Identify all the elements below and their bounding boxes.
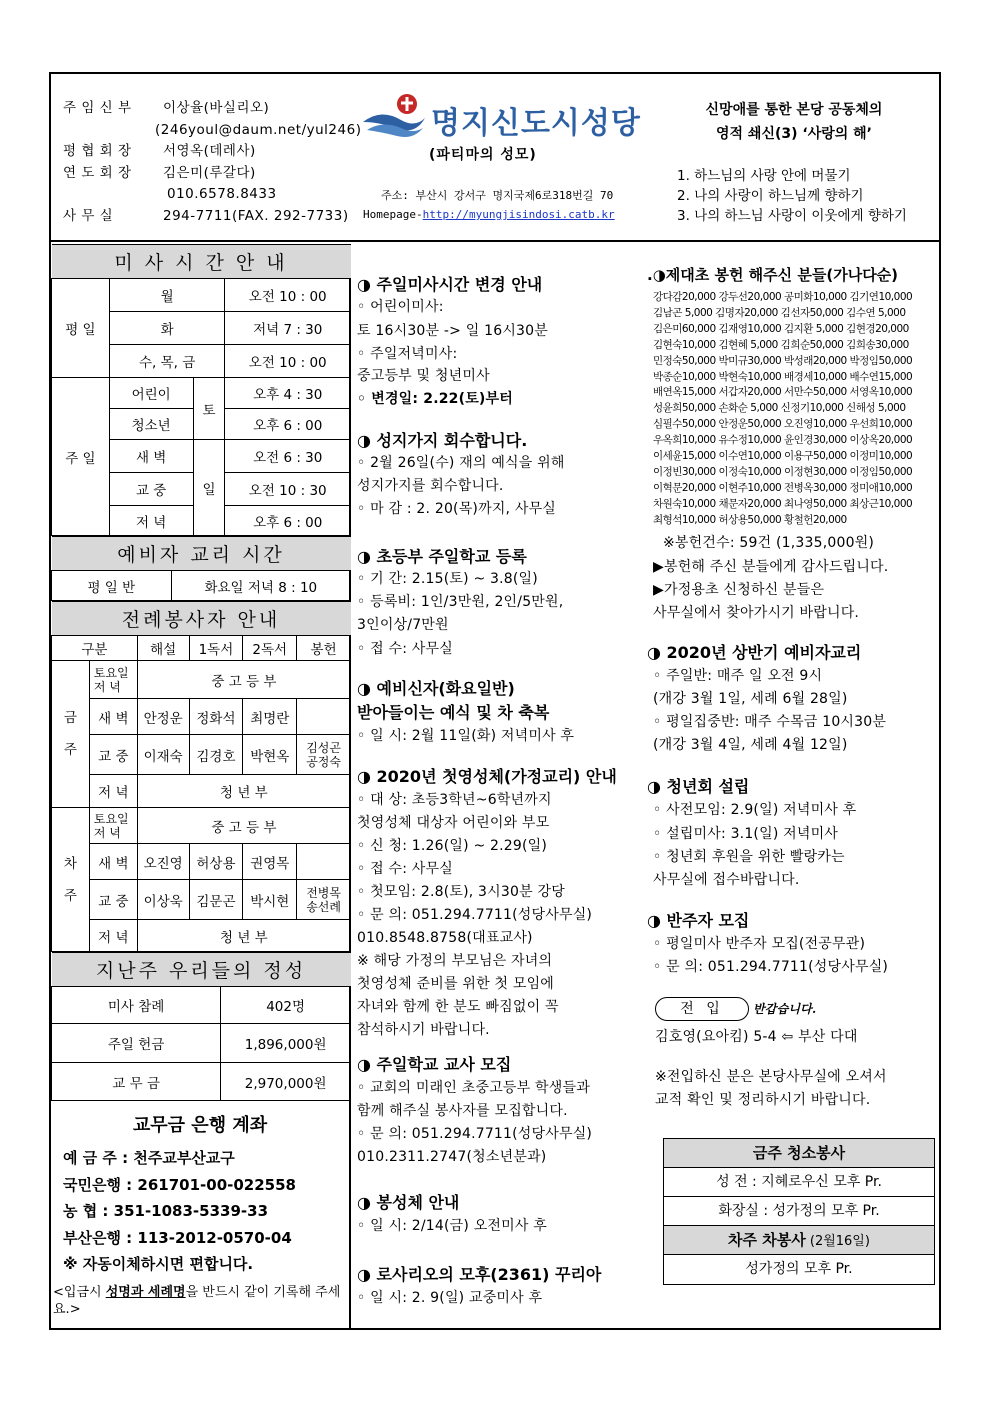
server-cell: 김문곤 <box>189 880 243 920</box>
sun-label: 일 <box>193 440 225 536</box>
welcome-note: 교적 확인 및 정리하시기 바랍니다. <box>655 1092 871 1108</box>
catechumen-title: 예비자 교리 시간 <box>52 537 351 571</box>
theme-item: 2. 나의 사랑이 하느님께 향하기 <box>677 188 864 204</box>
server-cell: 최명란 <box>243 699 297 735</box>
notice-line: ◦ 기 간: 2.15(토) ~ 3.8(일) <box>357 571 538 587</box>
donor-line: 배연옥15,000 서갑자20,000 서만수50,000 서영옥10,000 <box>653 386 913 399</box>
notice-line: 사무실에 접수바랍니다. <box>653 872 800 888</box>
left-column <box>51 244 351 1330</box>
notice-line: ◦ 접 수: 사무실 <box>357 861 453 877</box>
bank-note <box>53 1284 349 1318</box>
donor-line: 민정숙50,000 박미규30,000 박성래20,000 박정임50,000 <box>653 354 913 367</box>
bank-row: 국민은행 : 261701-00-022558 <box>63 1175 296 1194</box>
notice-line: ◦ 문 의: 051.294.7711(성당사무실) <box>653 959 889 975</box>
homepage-link[interactable]: http://myungjisindosi.catb.kr <box>422 208 615 221</box>
theme-list <box>653 166 935 226</box>
notice-line: 참석하시기 바랍니다. <box>357 1022 490 1038</box>
homepage-label: Homepage- <box>363 208 423 221</box>
sunday-label: 주 일 <box>52 378 110 536</box>
donor-line: 차원숙10,000 채문자20,000 최나영50,000 최상근10,000 <box>653 497 913 510</box>
server-group: 중 고 등 부 <box>137 808 350 844</box>
notice-line: 성지가지를 회수합니다. <box>357 478 504 494</box>
saturday-label: 토 <box>193 378 225 440</box>
offering-value: 2,970,000원 <box>221 1063 351 1101</box>
server-cell: 이재숙 <box>137 735 189 775</box>
welcome-note: ※전입하신 분은 본당사무실에 오셔서 <box>655 1069 887 1085</box>
offering-label: 교 무 금 <box>52 1063 221 1101</box>
notice-line: ◦ 일 시: 2월 11일(화) 저녁미사 후 <box>357 728 575 744</box>
notice-line: ◦ 대 상: 초등3학년~6학년까지 <box>357 792 552 808</box>
donor-line: 최형석10,000 허상용50,000 황철헌20,000 <box>653 513 847 526</box>
server-row-name: 저 녁 <box>89 920 137 952</box>
notice-line: ◦ 등록비: 1인/3만원, 2인/5만원, <box>357 594 564 610</box>
mass-time: 오후 6 : 00 <box>225 409 351 440</box>
theme-title: 신망애를 통한 본당 공동체의 <box>705 102 883 118</box>
notice-line: 첫영성체 준비를 위한 첫 모임에 <box>357 976 555 992</box>
column-header: 해설 <box>137 636 189 661</box>
donor-line: 이세윤15,000 이수연10,000 이용구50,000 이정미10,000 <box>653 450 913 463</box>
notice-line: 첫영성체 대상자 어린이와 부모 <box>357 815 550 831</box>
staff-label: 연 도 회 장 <box>63 164 132 181</box>
bank-row: ※ 자동이체하시면 편합니다. <box>63 1255 254 1273</box>
notice-title: ◑ 초등부 주일학교 등록 <box>357 547 527 566</box>
notice-line: ◦ 일 시: 2/14(금) 오전미사 후 <box>357 1218 547 1234</box>
donation-pickup: ▶가정용초 신청하신 분들은 <box>653 582 825 598</box>
weekday-label: 평 일 <box>52 279 110 378</box>
servers-table <box>51 601 351 952</box>
notice-line: ※ 해당 가정의 부모님은 자녀의 <box>357 953 553 969</box>
notice-line: ◦ 설립미사: 3.1(일) 저녁미사 <box>653 826 839 842</box>
donation-pickup: 사무실에서 찾아가시기 바랍니다. <box>653 605 860 621</box>
staff-value: 김은미(루갈다) <box>163 164 256 181</box>
middle-column <box>353 244 643 1330</box>
donor-line: 성윤희50,000 손화순 5,000 신정기10,000 신해성 5,000 <box>653 402 906 415</box>
notice-line: ◦ 주일반: 매주 일 오전 9시 <box>653 668 823 684</box>
server-group: 중 고 등 부 <box>137 661 350 699</box>
server-row-name: 저 녁 <box>89 775 137 808</box>
notice-title: ◑ 청년회 설립 <box>647 777 750 796</box>
staff-label: 사 무 실 <box>63 207 114 224</box>
server-row-name: 새 벽 <box>89 844 137 880</box>
donor-list <box>653 290 912 529</box>
church-address: 주소: 부산시 강서구 명지국제6로318번길 70 <box>381 189 614 202</box>
server-cell <box>297 844 351 880</box>
notice-line: ◦ 평일집중반: 매주 수목금 10시30분 <box>653 714 887 730</box>
mass-time: 오후 6 : 00 <box>225 506 351 536</box>
column-header: 봉헌 <box>297 636 351 661</box>
theme-item: 1. 하느님의 사랑 안에 머물기 <box>677 168 851 184</box>
church-emblem-icon <box>361 92 427 140</box>
server-cell: 김경호 <box>189 735 243 775</box>
this-week-label: 금 주 <box>52 661 90 808</box>
donor-line: 우옥희10,000 유수정10,000 윤인경30,000 이상옥20,000 <box>653 434 913 447</box>
patron-saint: (파티마의 성모) <box>429 147 537 163</box>
mass-name: 교 중 <box>109 473 193 506</box>
next-week-label: 차 주 <box>52 808 90 952</box>
next-cleaning-label: 차주 차봉사 <box>728 1231 806 1249</box>
mass-time: 오전 10 : 30 <box>225 473 351 506</box>
bank-row: 부산은행 : 113-2012-0570-04 <box>63 1228 292 1247</box>
donor-line: 김남곤 5,000 김명자20,000 김선자50,000 김수연 5,000 <box>653 306 906 319</box>
notice-line: ◦ 평일미사 반주자 모집(전공무관) <box>653 936 866 952</box>
notice-line: 010.2311.2747(청소년분과) <box>357 1149 547 1165</box>
notice-line: (개강 3월 1일, 세례 6월 28일) <box>653 691 848 707</box>
notice-line: ◦ 첫모임: 2.8(토), 3시30분 강당 <box>357 884 565 900</box>
notice-line: ◦ 청년회 후원을 위한 빨랑카는 <box>653 849 845 865</box>
notice-title: ◑ 반주자 모집 <box>647 911 750 930</box>
notice-title: ◑ 예비신자(화요일반) <box>357 679 515 698</box>
donation-thanks: ▶봉헌해 주신 분들에게 감사드립니다. <box>653 559 889 575</box>
staff-value: 294-7711(FAX. 292-7733) <box>163 207 349 224</box>
column-header: 구분 <box>52 636 138 661</box>
donor-line: 김은미60,000 김재영10,000 김지환 5,000 김현경20,000 <box>653 322 909 335</box>
cleaning-title: 금주 청소봉사 <box>664 1139 934 1168</box>
bank-row: 예 금 주 : 천주교부산교구 <box>63 1149 235 1167</box>
catechumen-table <box>51 536 351 601</box>
notice-line: ◦ 문 의: 051.294.7711(성당사무실) <box>357 1126 593 1142</box>
notice-line: ◦ 사전모임: 2.9(일) 저녁미사 후 <box>653 802 857 818</box>
staff-email: (246youl@daum.net/yul246) <box>155 121 362 138</box>
server-cell: 전병목 송선례 <box>297 880 351 920</box>
cleaning-row: 성 전 : 지혜로우신 모후 Pr. <box>664 1168 934 1197</box>
mass-day: 월 <box>109 279 225 312</box>
notice-title: ◑ 봉성체 안내 <box>357 1193 460 1212</box>
bank-note-emphasis: 성명과 세례명 <box>105 1284 186 1300</box>
mass-name: 저 녁 <box>109 506 193 536</box>
theme-item: 3. 나의 하느님 사랑이 이웃에게 향하기 <box>677 208 907 224</box>
offering-value: 1,896,000원 <box>221 1024 351 1063</box>
next-cleaning-row: 성가정의 모후 Pr. <box>745 1261 853 1277</box>
notice-line: ◦ 교회의 미래인 초중고등부 학생들과 <box>357 1080 590 1096</box>
staff-label: 평 협 회 장 <box>63 143 132 159</box>
notice-line: ◦ 신 청: 1.26(일) ~ 2.29(일) <box>357 838 548 854</box>
bank-note-suffix: 을 반드시 같이 기록해 주세요.> <box>53 1284 341 1317</box>
mass-name: 어린이 <box>109 378 193 409</box>
server-cell: 정화석 <box>189 699 243 735</box>
server-cell: 안정운 <box>137 699 189 735</box>
bank-account-box <box>51 1101 349 1318</box>
server-cell: 오진영 <box>137 844 189 880</box>
server-group: 청 년 부 <box>137 775 350 808</box>
donations-title: .◑제대초 봉헌 해주신 분들(가나다순) <box>647 266 899 284</box>
next-cleaning-date: (2월16일) <box>805 1234 870 1249</box>
church-logo <box>361 92 646 142</box>
server-cell: 박시현 <box>243 880 297 920</box>
notice-line: ◦ 마 감 : 2. 20(목)까지, 사무실 <box>357 501 557 517</box>
notice-line: 중고등부 및 청년미사 <box>357 368 490 384</box>
staff-value: 서영옥(데레사) <box>163 143 256 159</box>
server-cell: 권영목 <box>243 844 297 880</box>
server-cell <box>297 699 351 735</box>
notice-line: ◦ 문 의: 051.294.7711(성당사무실) <box>357 907 593 923</box>
staff-label: 주 임 신 부 <box>63 100 132 116</box>
server-cell: 박현옥 <box>243 735 297 775</box>
donor-line: 김현숙10,000 김현혜 5,000 김희순50,000 김희송30,000 <box>653 338 909 351</box>
notice-line: ◦ 2월 26일(수) 재의 예식을 위해 <box>357 455 565 471</box>
mass-time: 저녁 7 : 30 <box>225 312 351 345</box>
staff-value: 이상율(바실리오) <box>163 100 270 116</box>
notice-title: ◑ 로사리오의 모후(2361) 꾸리아 <box>357 1265 602 1284</box>
server-cell: 허상용 <box>189 844 243 880</box>
column-header: 2독서 <box>243 636 297 661</box>
cleaning-row: 화장실 : 성가정의 모후 Pr. <box>664 1197 934 1226</box>
mass-schedule-table <box>51 244 351 536</box>
donor-line: 심필수50,000 안정운50,000 오진영10,000 우선희10,000 <box>653 418 913 431</box>
mass-time: 오전 10 : 00 <box>225 279 351 312</box>
server-row-name: 토요일 저 녁 <box>89 661 137 699</box>
welcome-badge: 전 입 <box>655 997 749 1021</box>
address-block <box>363 186 615 224</box>
mass-name: 청소년 <box>109 409 193 440</box>
server-group: 청 년 부 <box>137 920 350 952</box>
notice-line: ◦ 어린이미사: <box>357 299 444 315</box>
notice-line: ◦ 주일저녁미사: <box>357 346 458 362</box>
mass-day: 수, 목, 금 <box>109 345 225 378</box>
bulletin-page <box>49 72 941 1330</box>
theme-box <box>653 98 935 226</box>
offering-table <box>51 952 351 1101</box>
offering-value: 402명 <box>221 987 351 1024</box>
notice-title: ◑ 2020년 상반기 예비자교리 <box>647 643 862 662</box>
notice-line: ◦ 변경일: 2.22(토)부터 <box>357 391 513 407</box>
notice-line: ◦ 접 수: 사무실 <box>357 641 453 657</box>
server-cell: 이상욱 <box>137 880 189 920</box>
offering-title: 지난주 우리들의 정성 <box>52 953 351 987</box>
offering-label: 미사 참례 <box>52 987 221 1024</box>
staff-phone: 010.6578.8433 <box>167 186 277 202</box>
notice-line: 010.8548.8758(대표교사) <box>357 930 533 946</box>
mass-title: 미 사 시 간 안 내 <box>52 245 351 279</box>
donor-line: 이정빈30,000 이정숙10,000 이정현30,000 이정임50,000 <box>653 465 913 478</box>
mass-time: 오후 4 : 30 <box>225 378 351 409</box>
homepage-line <box>363 205 615 224</box>
notice-title: ◑ 성지가지 회수합니다. <box>357 431 528 450</box>
notice-title: ◑ 주일미사시간 변경 안내 <box>357 275 543 294</box>
theme-subtitle: 영적 쇄신(3) ‘사랑의 해’ <box>716 126 872 142</box>
server-row-name: 교 중 <box>89 880 137 920</box>
mass-name: 새 벽 <box>109 440 193 473</box>
column-header: 1독서 <box>189 636 243 661</box>
next-cleaning-title <box>664 1226 934 1255</box>
cleaning-box <box>663 1138 935 1285</box>
mass-time: 오전 6 : 30 <box>225 440 351 473</box>
staff-list <box>63 98 362 227</box>
mass-day: 화 <box>109 312 225 345</box>
church-name: 명지신도시성당 <box>431 106 641 141</box>
bank-title: 교무금 은행 계좌 <box>132 1115 268 1136</box>
notice-line: (개강 3월 4일, 세례 4월 12일) <box>653 737 848 753</box>
header <box>51 74 939 242</box>
donation-count: ※봉헌건수: 59건 (1,335,000원) <box>663 535 875 551</box>
donor-line: 박종순10,000 박현숙10,000 배경세10,000 배수연15,000 <box>653 370 913 383</box>
server-cell: 김성곤 공정숙 <box>297 735 351 775</box>
right-column <box>643 244 939 1330</box>
notice-line: 토 16시30분 -> 일 16시30분 <box>357 323 548 339</box>
server-row-name: 교 중 <box>89 735 137 775</box>
mass-time: 오전 10 : 00 <box>225 345 351 378</box>
notice-title: 받아들이는 예식 및 차 축복 <box>357 703 550 722</box>
donor-line: 강다감20,000 강두선20,000 공미화10,000 김기연10,000 <box>653 291 913 303</box>
offering-label: 주일 헌금 <box>52 1024 221 1063</box>
notice-title: ◑ 2020년 첫영성체(가정교리) 안내 <box>357 767 617 786</box>
notice-line: 함께 해주실 봉사자를 모집합니다. <box>357 1103 568 1119</box>
donor-line: 이혁문20,000 이현주10,000 전병옥30,000 정미애10,000 <box>653 481 913 494</box>
notice-line: 자녀와 함께 한 분도 빠짐없이 꼭 <box>357 999 559 1015</box>
catechumen-time: 화요일 저녁 8 : 10 <box>171 571 350 601</box>
catechumen-label: 평 일 반 <box>52 571 172 601</box>
server-row-name: 토요일 저 녁 <box>89 808 137 844</box>
notice-line: ◦ 일 시: 2. 9(일) 교중미사 후 <box>357 1290 543 1306</box>
notice-line: 3인이상/7만원 <box>357 617 449 633</box>
bank-note-prefix: <입금시 <box>53 1284 106 1300</box>
notice-title: ◑ 주일학교 교사 모집 <box>357 1055 512 1074</box>
bank-row: 농 협 : 351-1083-5339-33 <box>63 1202 269 1220</box>
welcome-script: 반갑습니다. <box>753 1002 817 1016</box>
welcome-line: 김호영(요아킴) 5-4 ⇦ 부산 다대 <box>655 1029 858 1045</box>
server-row-name: 새 벽 <box>89 699 137 735</box>
servers-title: 전례봉사자 안내 <box>52 602 351 636</box>
